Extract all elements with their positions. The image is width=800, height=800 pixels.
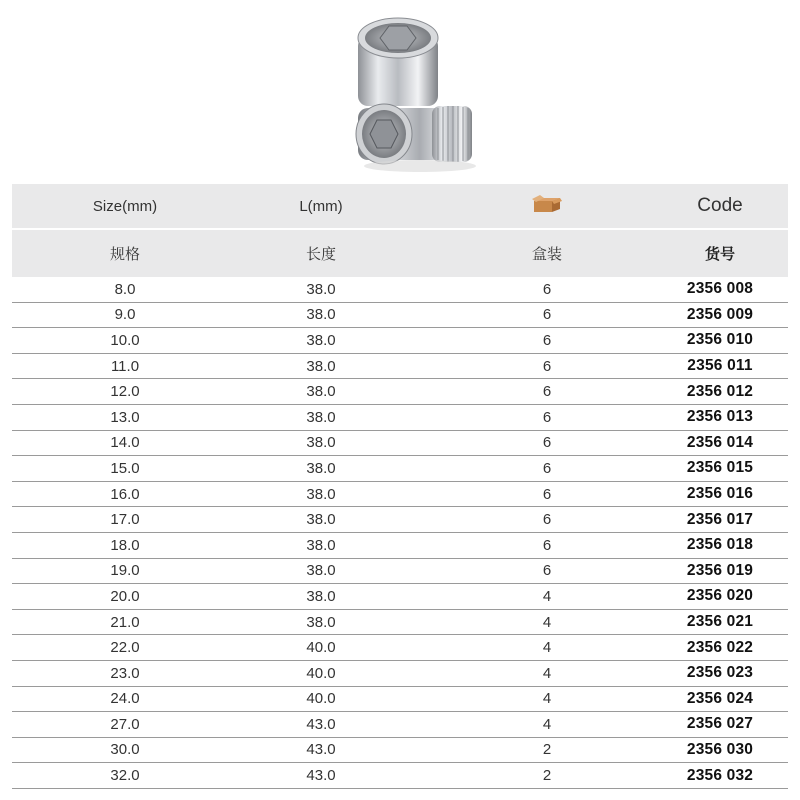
socket-spec-table bbox=[12, 184, 788, 789]
table-row bbox=[12, 405, 788, 431]
length-column-header: L(mm) bbox=[299, 197, 343, 215]
length-cell: 38.0 bbox=[306, 331, 336, 349]
box-qty-cell: 2 bbox=[542, 741, 552, 759]
box-qty-cell: 4 bbox=[542, 664, 552, 682]
box-qty-cell: 4 bbox=[542, 613, 552, 631]
code-cell: 2356 017 bbox=[686, 510, 754, 528]
box-column-header-cn: 盒装 bbox=[531, 246, 562, 263]
box-qty-cell: 6 bbox=[542, 459, 552, 477]
box-qty-cell: 6 bbox=[542, 408, 552, 426]
length-cell: 38.0 bbox=[306, 511, 336, 529]
size-cell: 24.0 bbox=[110, 690, 140, 708]
table-row bbox=[12, 456, 788, 482]
box-qty-cell: 6 bbox=[542, 434, 552, 452]
size-cell: 11.0 bbox=[110, 357, 140, 375]
size-cell: 27.0 bbox=[110, 715, 140, 733]
size-cell: 22.0 bbox=[110, 639, 140, 657]
box-icon bbox=[532, 194, 562, 214]
box-qty-cell: 6 bbox=[542, 485, 552, 503]
size-cell: 14.0 bbox=[110, 434, 140, 452]
length-cell: 38.0 bbox=[306, 587, 336, 605]
code-column-header: Code bbox=[697, 195, 743, 216]
table-row bbox=[12, 559, 788, 585]
table-row bbox=[12, 507, 788, 533]
box-qty-cell: 6 bbox=[542, 562, 552, 580]
code-cell: 2356 015 bbox=[686, 459, 754, 477]
box-qty-cell: 6 bbox=[542, 280, 552, 298]
box-qty-cell: 6 bbox=[542, 383, 552, 401]
table-row bbox=[12, 354, 788, 380]
table-row bbox=[12, 277, 788, 303]
code-cell: 2356 024 bbox=[686, 689, 754, 707]
box-qty-cell: 6 bbox=[542, 306, 552, 324]
table-row bbox=[12, 712, 788, 738]
length-cell: 38.0 bbox=[306, 459, 336, 477]
box-qty-cell: 4 bbox=[542, 690, 552, 708]
table-row bbox=[12, 379, 788, 405]
code-cell: 2356 027 bbox=[686, 715, 754, 733]
size-cell: 8.0 bbox=[114, 280, 136, 298]
table-row bbox=[12, 661, 788, 687]
length-cell: 38.0 bbox=[306, 562, 336, 580]
length-cell: 38.0 bbox=[306, 280, 336, 298]
code-cell: 2356 021 bbox=[686, 613, 754, 631]
box-qty-cell: 4 bbox=[542, 715, 552, 733]
size-cell: 17.0 bbox=[110, 511, 140, 529]
code-cell: 2356 022 bbox=[686, 638, 754, 656]
code-cell: 2356 009 bbox=[686, 305, 754, 323]
code-cell: 2356 016 bbox=[686, 485, 754, 503]
table-row bbox=[12, 328, 788, 354]
table-row bbox=[12, 431, 788, 457]
table-header-chinese bbox=[12, 228, 788, 277]
code-cell: 2356 008 bbox=[686, 280, 754, 298]
table-row bbox=[12, 763, 788, 789]
code-cell: 2356 010 bbox=[686, 331, 754, 349]
code-cell: 2356 013 bbox=[686, 408, 754, 426]
size-column-header: Size(mm) bbox=[92, 197, 158, 215]
size-cell: 15.0 bbox=[110, 459, 140, 477]
length-cell: 40.0 bbox=[306, 664, 336, 682]
size-cell: 9.0 bbox=[114, 306, 136, 324]
code-cell: 2356 030 bbox=[686, 740, 754, 758]
length-cell: 43.0 bbox=[306, 767, 336, 785]
table-row bbox=[12, 303, 788, 329]
code-cell: 2356 014 bbox=[686, 433, 754, 451]
length-cell: 38.0 bbox=[306, 536, 336, 554]
table-row bbox=[12, 738, 788, 764]
size-cell: 32.0 bbox=[110, 767, 140, 785]
box-qty-cell: 6 bbox=[542, 357, 552, 375]
box-qty-cell: 6 bbox=[542, 331, 552, 349]
table-row bbox=[12, 482, 788, 508]
length-cell: 38.0 bbox=[306, 383, 336, 401]
table-row bbox=[12, 610, 788, 636]
length-cell: 40.0 bbox=[306, 690, 336, 708]
code-cell: 2356 018 bbox=[686, 536, 754, 554]
size-cell: 10.0 bbox=[110, 331, 140, 349]
code-cell: 2356 020 bbox=[686, 587, 754, 605]
size-cell: 13.0 bbox=[110, 408, 140, 426]
box-qty-cell: 6 bbox=[542, 536, 552, 554]
length-cell: 40.0 bbox=[306, 639, 336, 657]
length-cell: 38.0 bbox=[306, 357, 336, 375]
size-cell: 21.0 bbox=[110, 613, 140, 631]
box-qty-cell: 4 bbox=[542, 639, 552, 657]
table-row bbox=[12, 533, 788, 559]
length-cell: 38.0 bbox=[306, 408, 336, 426]
table-row bbox=[12, 584, 788, 610]
size-cell: 30.0 bbox=[110, 741, 140, 759]
length-cell: 43.0 bbox=[306, 715, 336, 733]
size-cell: 18.0 bbox=[110, 536, 140, 554]
code-cell: 2356 032 bbox=[686, 766, 754, 784]
box-qty-cell: 6 bbox=[542, 511, 552, 529]
code-cell: 2356 019 bbox=[686, 561, 754, 579]
length-column-header-cn: 长度 bbox=[305, 246, 336, 263]
code-cell: 2356 023 bbox=[686, 664, 754, 682]
length-cell: 38.0 bbox=[306, 434, 336, 452]
length-cell: 38.0 bbox=[306, 613, 336, 631]
length-cell: 43.0 bbox=[306, 741, 336, 759]
code-cell: 2356 012 bbox=[686, 382, 754, 400]
code-cell: 2356 011 bbox=[687, 357, 753, 375]
box-qty-cell: 2 bbox=[542, 767, 552, 785]
size-cell: 19.0 bbox=[110, 562, 140, 580]
size-cell: 20.0 bbox=[110, 587, 140, 605]
table-body bbox=[12, 277, 788, 789]
box-column-header bbox=[442, 194, 652, 219]
box-qty-cell: 4 bbox=[542, 587, 552, 605]
size-column-header-cn: 规格 bbox=[109, 246, 140, 263]
table-row bbox=[12, 687, 788, 713]
size-cell: 12.0 bbox=[110, 383, 140, 401]
length-cell: 38.0 bbox=[306, 306, 336, 324]
table-header-english bbox=[12, 184, 788, 228]
code-column-header-cn: 货号 bbox=[704, 246, 735, 263]
size-cell: 23.0 bbox=[110, 664, 140, 682]
table-row bbox=[12, 635, 788, 661]
size-cell: 16.0 bbox=[110, 485, 140, 503]
socket-product-image bbox=[340, 8, 500, 178]
length-cell: 38.0 bbox=[306, 485, 336, 503]
